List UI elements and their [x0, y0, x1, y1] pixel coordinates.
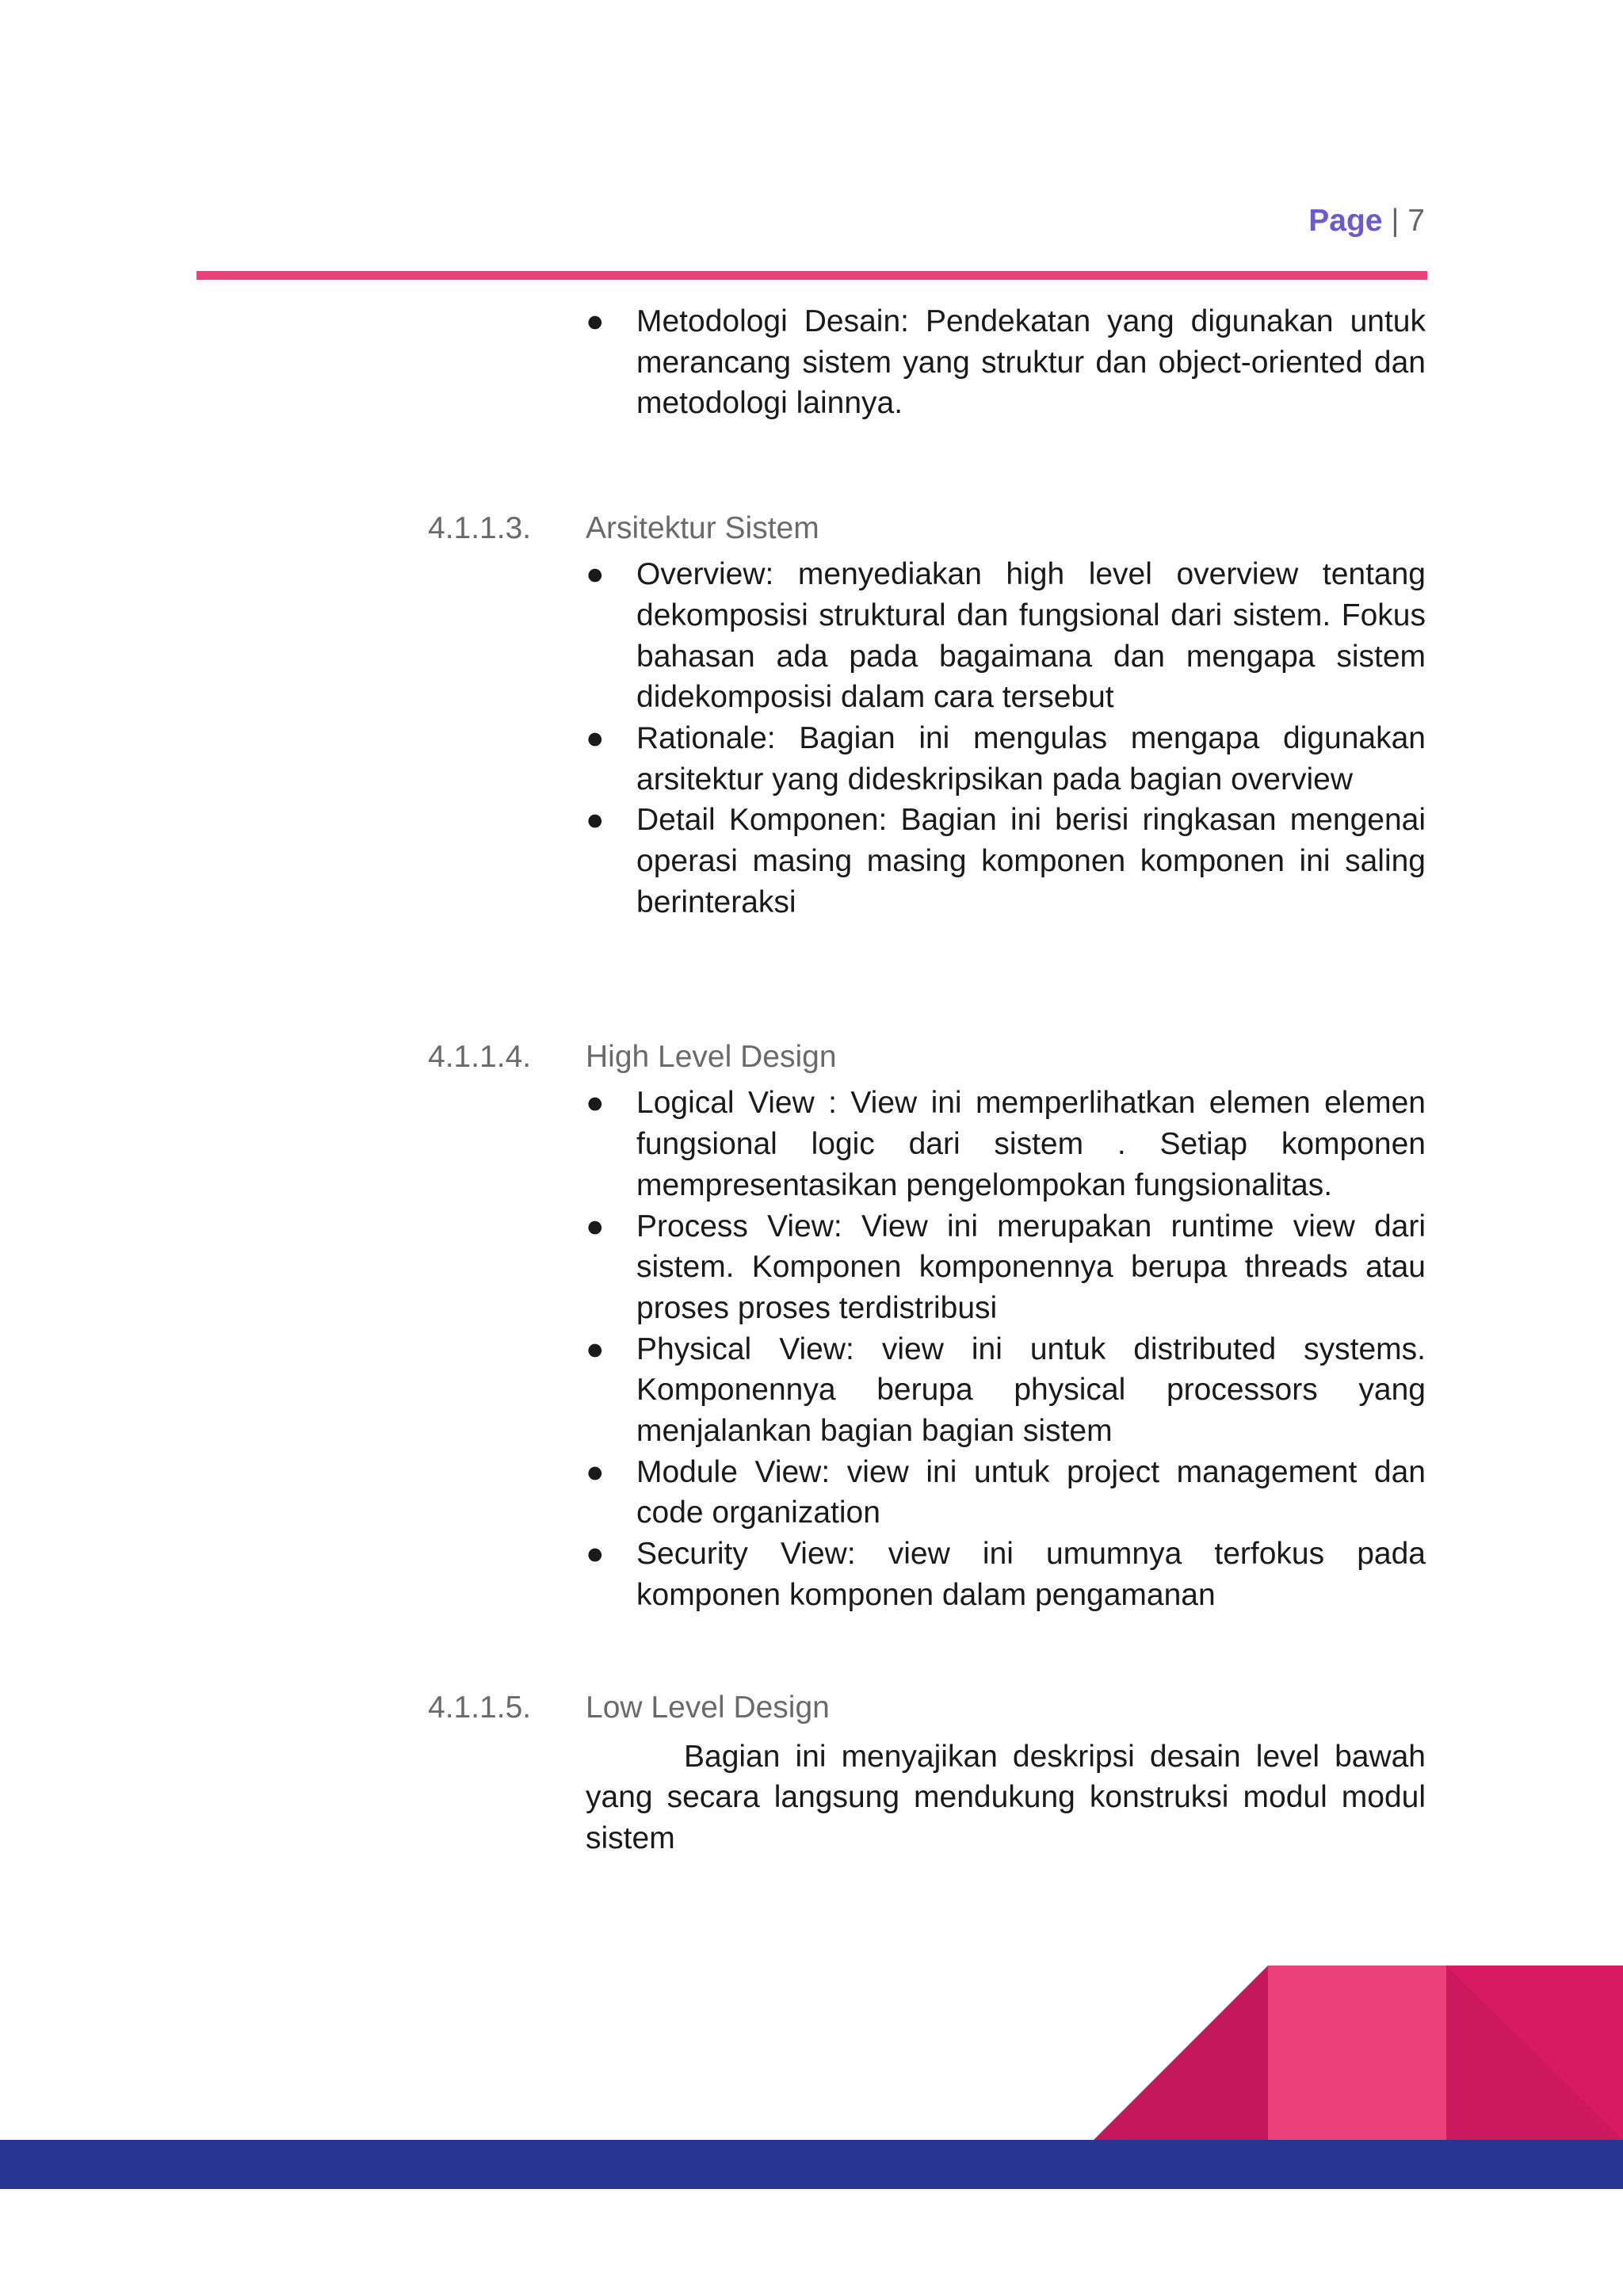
section-heading	[428, 1032, 1426, 1083]
list-item	[586, 1452, 1426, 1534]
list-item-text: Logical View : View ini memperlihatkan elemen elemen fungsional logic dari sistem . Setiap komponen mempresentasikan pengelompokan fungsionalitas.	[636, 1086, 1426, 1202]
document-body	[428, 301, 1426, 1890]
bullet-list	[586, 554, 1426, 923]
footer-decoration	[0, 1958, 1623, 2195]
section-heading	[428, 1683, 1426, 1733]
section-number: 4.1.1.4.	[428, 1040, 532, 1075]
page-number-value: 7	[1407, 204, 1425, 238]
section-title: Arsitektur Sistem	[586, 511, 819, 546]
section-number: 4.1.1.3.	[428, 511, 532, 546]
intro-bullet-list	[586, 301, 1426, 424]
bullet-icon: ●	[586, 1086, 605, 1121]
bullet-icon: ●	[586, 1454, 605, 1489]
list-item-text: Detail Komponen: Bagian ini berisi ringkasan mengenai operasi masing masing komponen komponen ini saling berinteraksi	[636, 803, 1426, 919]
list-item	[586, 800, 1426, 923]
section-number: 4.1.1.5.	[428, 1690, 532, 1725]
list-item	[586, 1534, 1426, 1615]
list-item-text: Metodologi Desain: Pendekatan yang digunakan untuk merancang sistem yang struktur dan object-oriented dan metodologi lainnya.	[636, 304, 1426, 421]
bullet-icon: ●	[586, 803, 605, 838]
footer-band	[0, 2140, 1623, 2189]
bullet-icon: ●	[586, 1537, 605, 1572]
section-high-level-design	[428, 1032, 1426, 1615]
list-item	[586, 718, 1426, 800]
decor-pink-block	[1268, 1966, 1446, 2140]
section-heading	[428, 503, 1426, 554]
section-arsitektur-sistem	[428, 503, 1426, 923]
page-separator: |	[1391, 204, 1400, 238]
list-item	[586, 1083, 1426, 1205]
section-paragraph: Bagian ini menyajikan deskripsi desain level bawah yang secara langsung mendukung konstruksi modul modul sistem	[586, 1739, 1426, 1855]
bullet-list	[586, 1083, 1426, 1615]
list-item-text: Rationale: Bagian ini mengulas mengapa digunakan arsitektur yang dideskripsikan pada bagian overview	[636, 720, 1426, 797]
section-title: High Level Design	[586, 1040, 837, 1075]
list-item-text: Overview: menyediakan high level overview tentang dekomposisi struktural dan fungsional dari sistem. Fokus bahasan ada pada bagaimana dan mengapa sistem didekomposisi dalam cara tersebut	[636, 557, 1426, 715]
list-item	[586, 554, 1426, 718]
section-title: Low Level Design	[586, 1690, 830, 1725]
list-item-text: Physical View: view ini untuk distributed systems. Komponennya berupa physical processors yang menjalankan bagian bagian sistem	[636, 1331, 1426, 1449]
decor-dark-triangle	[1094, 1966, 1268, 2140]
list-item	[586, 1206, 1426, 1329]
list-item-text: Module View: view ini untuk project management dan code organization	[636, 1454, 1426, 1530]
bullet-icon: ●	[586, 1331, 605, 1366]
list-item	[586, 301, 1426, 424]
section-low-level-design	[428, 1683, 1426, 1859]
bullet-icon: ●	[586, 1209, 605, 1244]
page-number	[1308, 201, 1425, 242]
header-rule	[197, 271, 1427, 280]
list-item-text: Security View: view ini umumnya terfokus pada komponen komponen dalam pengamanan	[636, 1537, 1426, 1612]
list-item-text: Process View: View ini merupakan runtime view dari sistem. Komponen komponennya berupa threads atau proses proses terdistribusi	[636, 1209, 1426, 1325]
bullet-icon: ●	[586, 304, 605, 338]
page-label: Page	[1308, 204, 1383, 238]
list-item	[586, 1329, 1426, 1452]
bullet-icon: ●	[586, 557, 605, 592]
bullet-icon: ●	[586, 720, 605, 755]
